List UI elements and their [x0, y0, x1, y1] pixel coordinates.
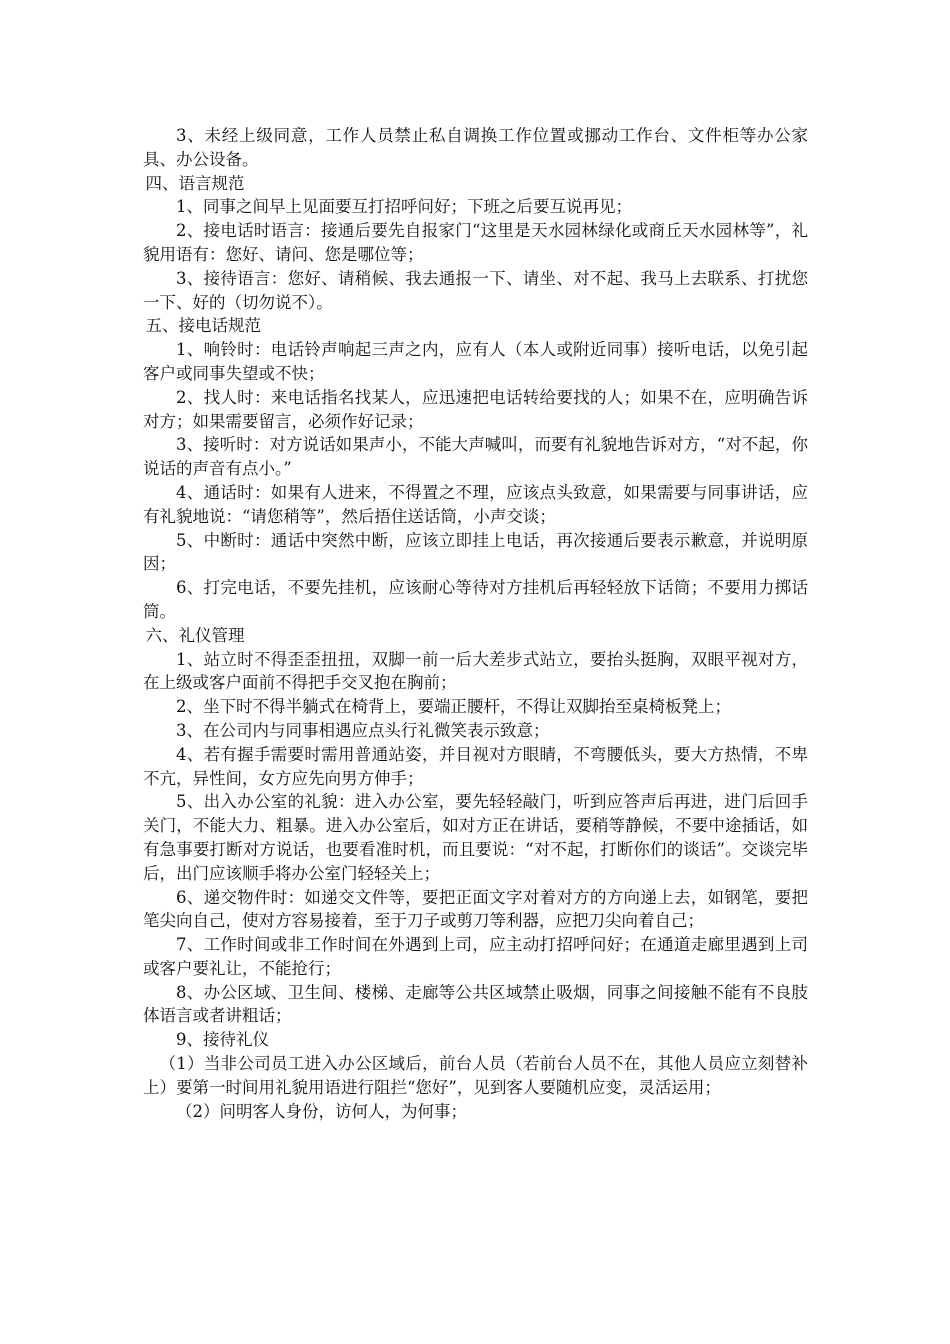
paragraph: 3、接听时：对方说话如果声小，不能大声喊叫，而要有礼貌地告诉对方，“对不起，你说话的声音有点小。” [143, 435, 808, 479]
paragraph: 6、打完电话，不要先挂机，应该耐心等待对方挂机后再轻轻放下话筒；不要用力掷话筒。 [143, 578, 808, 621]
paragraph: 4、若有握手需要时需用普通站姿，并目视对方眼睛，不弯腰低头，要大方热情，不卑不亢，异性间，女方应先向男方伸手； [143, 744, 808, 788]
paragraph: 2、接电话时语言：接通后要先自报家门“这里是天水园林绿化或商丘天水园林等”，礼貌用语有：您好、请问、您是哪位等； [143, 221, 808, 264]
paragraph: 3、未经上级同意，工作人员禁止私自调换工作位置或挪动工作台、文件柜等办公家具、办公设备。 [143, 126, 808, 169]
paragraph: 3、接待语言：您好、请稍候、我去通报一下、请坐、对不起、我马上去联系、打扰您一下、好的（切勿说不）。 [143, 268, 808, 312]
section-heading: 四、语言规范 [145, 173, 245, 193]
paragraph: 4、通话时：如果有人进来，不得置之不理，应该点头致意，如果需要与同事讲话，应有礼貌地说：“请您稍等”，然后捂住送话筒，小声交谈； [143, 482, 808, 526]
paragraph: 3、在公司内与同事相遇应点头行礼微笑表示致意； [176, 720, 550, 740]
paragraph: 9、接待礼仪 [176, 1030, 269, 1050]
paragraph: 8、办公区域、卫生间、楼梯、走廊等公共区域禁止吸烟，同事之间接触不能有不良肢体语言或者讲粗话； [143, 982, 808, 1026]
paragraph: （2）问明客人身份，访何人，为何事； [176, 1101, 467, 1121]
paragraph: 5、中断时：通话中突然中断，应该立即挂上电话，再次接通后要表示歉意，并说明原因； [143, 530, 808, 574]
paragraph: （1）当非公司员工进入办公区域后，前台人员（若前台人员不在，其他人员应立刻替补上）要第一时间用礼貌用语进行阻拦“您好”，见到客人要随机应变，灵活运用； [143, 1054, 808, 1097]
paragraph: 1、站立时不得歪歪扭扭，双脚一前一后大差步式站立，要抬头挺胸，双眼平视对方，在上级或客户面前不得把手交叉抱在胸前； [143, 649, 808, 693]
section-heading: 六、礼仪管理 [145, 625, 245, 645]
section-heading: 五、接电话规范 [145, 316, 261, 336]
paragraph: 7、工作时间或非工作时间在外遇到上司，应主动打招呼问好；在通道走廊里遇到上司或客户要礼让，不能抢行； [143, 935, 808, 978]
paragraph: 2、坐下时不得半躺式在椅背上，要端正腰杆，不得让双脚抬至桌椅板凳上； [176, 697, 731, 717]
paragraph: 1、响铃时：电话铃声响起三声之内，应有人（本人或附近同事）接听电话，以免引起客户或同事失望或不快； [143, 340, 808, 383]
paragraph: 1、同事之间早上见面要互打招呼问好；下班之后要互说再见； [176, 197, 632, 217]
paragraph: 2、找人时：来电话指名找某人，应迅速把电话转给要找的人；如果不在，应明确告诉对方；如果需要留言，必须作好记录； [143, 387, 808, 431]
document-body [143, 124, 808, 1123]
paragraph: 5、出入办公室的礼貌：进入办公室，要先轻轻敲门，听到应答声后再进，进门后回手关门，不能大力、粗暴。进入办公室后，如对方正在讲话，要稍等静候，不要中途插话，如有急事要打断对方说话，也要看准时机，而且要说：“对不起，打断你们的谈话”。交谈完毕后，出门应该顺手将办公室门轻轻关上； [143, 792, 808, 883]
paragraph: 6、递交物件时：如递交文件等，要把正面文字对着对方的方向递上去，如钢笔，要把笔尖向自己，使对方容易接着，至于刀子或剪刀等利器，应把刀尖向着自己； [143, 887, 808, 931]
